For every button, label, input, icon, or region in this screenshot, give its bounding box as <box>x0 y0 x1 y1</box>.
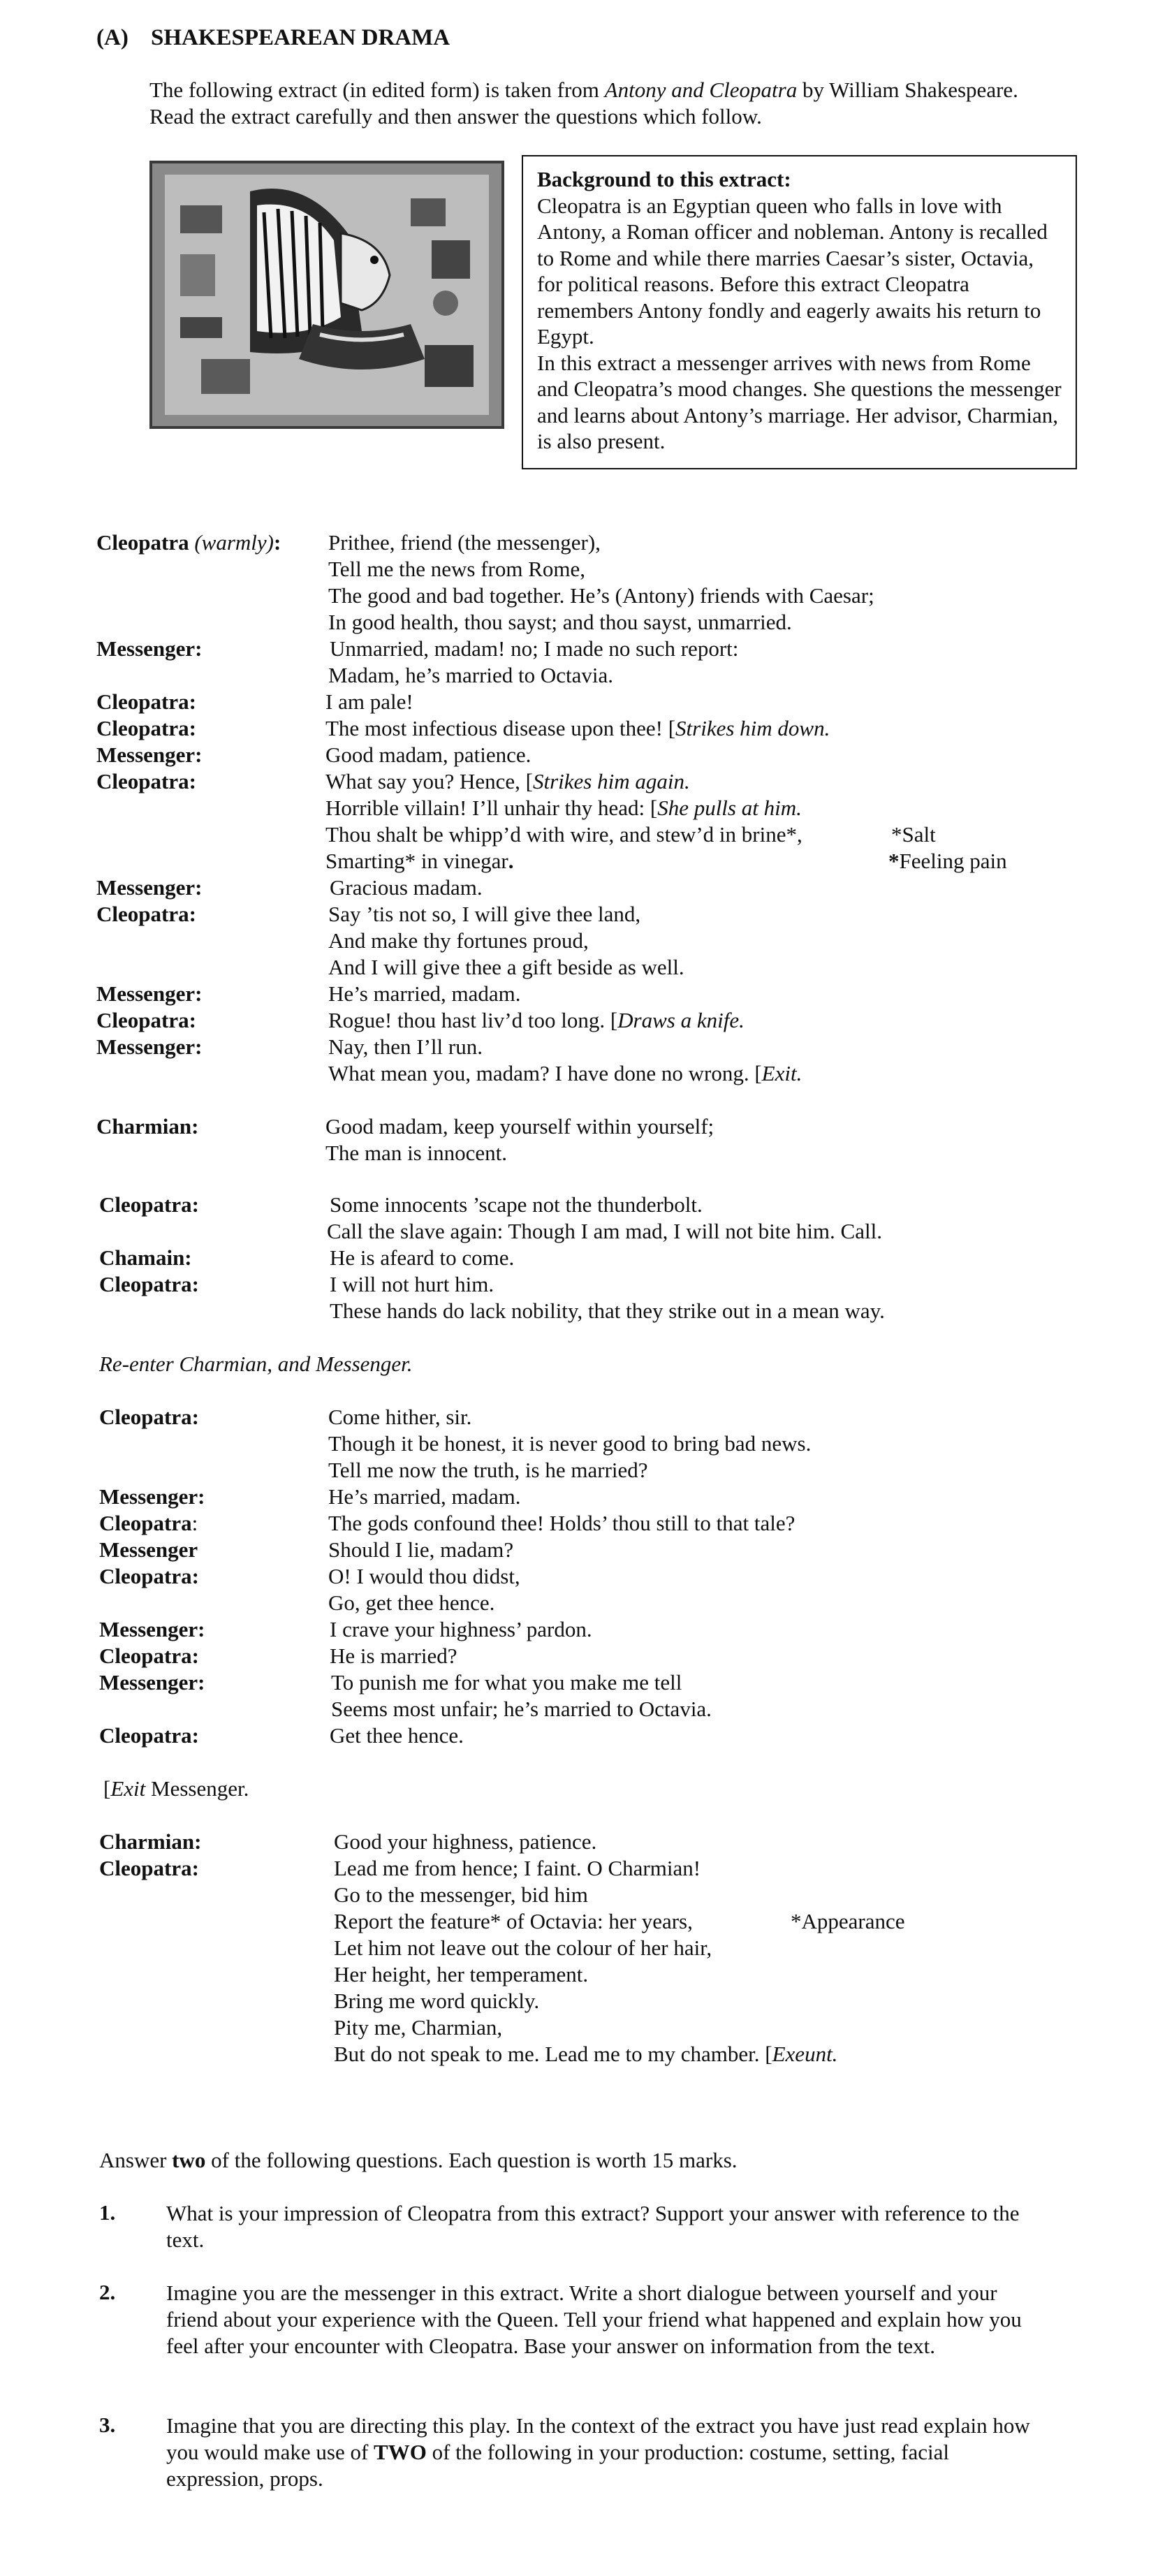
dialogue-line: Come hither, sir. <box>328 1405 472 1429</box>
dialogue-line: Get thee hence. <box>330 1723 464 1748</box>
dialogue-line: The gods confound thee! Holds’ thou still to that tale? <box>328 1511 796 1535</box>
dialogue-line: Gracious madam. <box>330 875 483 900</box>
speaker-label: Cleopatra: <box>96 716 196 740</box>
dialogue-line: Though it be honest, it is never good to bring bad news. <box>328 1431 812 1456</box>
dialogue-line: And I will give thee a gift beside as well. <box>328 955 684 979</box>
speaker-label: Messenger: <box>99 1670 205 1695</box>
speaker-label: Cleopatra: <box>99 1644 199 1668</box>
speaker-label: Cleopatra: <box>96 689 196 714</box>
dialogue-line: Call the slave again: Though I am mad, I will not bite him. Call. <box>327 1219 882 1243</box>
glossary-note: *Salt <box>891 822 936 847</box>
speaker-label: Messenger: <box>99 1484 205 1509</box>
dialogue-line: I am pale! <box>325 689 413 714</box>
dialogue-line: The most infectious disease upon thee! [Strikes him down. <box>325 716 830 740</box>
dialogue-line: Go to the messenger, bid him <box>334 1882 588 1907</box>
stage-direction: Re-enter Charmian, and Messenger. <box>99 1352 413 1376</box>
dialogue-line: And make thy fortunes proud, <box>328 928 589 953</box>
glossary-note: *Feeling pain <box>888 849 1007 873</box>
dialogue-line: Let him not leave out the colour of her hair, <box>334 1935 712 1960</box>
speaker-label: Cleopatra: <box>99 1192 199 1217</box>
dialogue-line: Good madam, keep yourself within yourself; <box>325 1114 714 1139</box>
speaker-label: Messenger: <box>96 981 203 1006</box>
glossary-note: *Appearance <box>791 1909 905 1933</box>
dialogue-line: He is afeard to come. <box>330 1245 515 1270</box>
dialogue-line: Go, get thee hence. <box>328 1590 495 1615</box>
background-paragraph-1: Cleopatra is an Egyptian queen who falls in love with Antony, a Roman officer and nobleman. Antony is recalled to Rome and while there marries Caesar’s sister, Octavia, for political reasons. Before this extract Cleopatra remembers Antony fondly and eagerly awaits his return to Egypt. <box>537 193 1048 349</box>
dialogue-line: I crave your highness’ pardon. <box>330 1617 592 1641</box>
background-title: Background to this extract: <box>537 167 791 191</box>
dialogue-line: He’s married, madam. <box>328 1484 521 1509</box>
dialogue-line: He’s married, madam. <box>328 981 521 1006</box>
speaker-label: Cleopatra: <box>96 902 196 926</box>
dialogue-line: Report the feature* of Octavia: her years, <box>334 1909 693 1933</box>
dialogue-line: Rogue! thou hast liv’d too long. [Draws a knife. <box>328 1008 745 1032</box>
question-text: Imagine that you are directing this play. In the context of the extract you have just read explain how you would make use of TWO of the following in your production: costume, setting, facial expression, props. <box>166 2413 1030 2491</box>
speaker-label: Cleopatra: <box>99 1564 199 1588</box>
speaker-label: Messenger: <box>96 742 203 767</box>
dialogue-line: But do not speak to me. Lead me to my chamber. [Exeunt. <box>334 2042 838 2066</box>
dialogue-line: Tell me now the truth, is he married? <box>328 1458 648 1482</box>
dialogue-line: What say you? Hence, [Strikes him again. <box>325 769 690 793</box>
speaker-label: Cleopatra (warmly): <box>96 530 281 555</box>
speaker-label: Cleopatra: <box>99 1856 199 1880</box>
background-paragraph-2: In this extract a messenger arrives with news from Rome and Cleopatra’s mood changes. She questions the messenger and learns about Antony’s marriage. Her advisor, Charmian, is also present. <box>537 350 1062 453</box>
section-heading <box>96 25 450 51</box>
question-number: 2. <box>99 2280 116 2304</box>
dialogue-line: He is married? <box>330 1644 457 1668</box>
dialogue-line: Tell me the news from Rome, <box>328 557 586 581</box>
speaker-label: Cleopatra: <box>99 1511 198 1535</box>
dialogue-line: Nay, then I’ll run. <box>328 1034 483 1059</box>
dialogue-line: Thou shalt be whipp’d with wire, and stew’d in brine*, <box>325 822 802 847</box>
dialogue-line: O! I would thou didst, <box>328 1564 520 1588</box>
dialogue-line: The good and bad together. He’s (Antony) friends with Caesar; <box>328 583 874 608</box>
dialogue-line: Prithee, friend (the messenger), <box>328 530 601 555</box>
dialogue-line: Good madam, patience. <box>325 742 531 767</box>
speaker-label: Charmian: <box>96 1114 199 1139</box>
dialogue-line: To punish me for what you make me tell <box>331 1670 682 1695</box>
dialogue-line: Say ’tis not so, I will give thee land, <box>328 902 641 926</box>
speaker-label: Cleopatra: <box>99 1405 199 1429</box>
egyptian-queen-icon <box>152 163 501 426</box>
dialogue-line: What mean you, madam? I have done no wrong. [Exit. <box>328 1061 802 1085</box>
question-text: What is your impression of Cleopatra from this extract? Support your answer with reference to the text. <box>166 2201 1020 2252</box>
dialogue-line: Lead me from hence; I faint. O Charmian! <box>334 1856 701 1880</box>
intro-text: The following extract (in edited form) is taken from <box>149 78 605 102</box>
question-text: Imagine you are the messenger in this extract. Write a short dialogue between yourself and your friend about your experience with the Queen. Tell your friend what happened and explain how you feel after your encounter with Cleopatra. Base your answer on information from the text. <box>166 2281 1022 2358</box>
dialogue-line: I will not hurt him. <box>330 1272 494 1296</box>
dialogue-line: Bring me word quickly. <box>334 1989 540 2013</box>
speaker-label: Cleopatra: <box>96 1008 196 1032</box>
speaker-label: Cleopatra: <box>99 1272 199 1296</box>
egyptian-queen-illustration <box>149 161 504 429</box>
dialogue-line: Pity me, Charmian, <box>334 2015 503 2040</box>
speaker-label: Messenger: <box>96 875 203 900</box>
dialogue-line: Her height, her temperament. <box>334 1962 589 1986</box>
dialogue-line: Good your highness, patience. <box>334 1829 597 1854</box>
speaker-label: Cleopatra: <box>96 769 196 793</box>
stage-direction: [Exit Messenger. <box>103 1776 249 1801</box>
dialogue-line: Unmarried, madam! no; I made no such report: <box>330 636 739 661</box>
dialogue-line: Smarting* in vinegar. <box>325 849 514 873</box>
answer-instructions: Answer two of the following questions. Each question is worth 15 marks. <box>99 2148 738 2172</box>
dialogue-line: Madam, he’s married to Octavia. <box>328 663 614 687</box>
speaker-label: Charmian: <box>99 1829 202 1854</box>
speaker-label: Messenger: <box>99 1617 205 1641</box>
intro-paragraph <box>149 77 1057 130</box>
speaker-label: Messenger: <box>96 636 203 661</box>
dialogue-line: Horrible villain! I’ll unhair thy head: [She pulls at him. <box>325 796 802 820</box>
question-number: 3. <box>99 2413 116 2437</box>
speaker-label: Cleopatra: <box>99 1723 199 1748</box>
question-number: 1. <box>99 2200 116 2225</box>
speaker-label: Messenger: <box>96 1034 203 1059</box>
dialogue-line: Seems most unfair; he’s married to Octavia. <box>331 1697 712 1721</box>
play-title: Antony and Cleopatra <box>604 78 798 102</box>
section-letter: (A) <box>96 25 129 50</box>
dialogue-line: These hands do lack nobility, that they strike out in a mean way. <box>330 1298 885 1323</box>
section-title: SHAKESPEAREAN DRAMA <box>151 25 450 50</box>
dialogue-line: In good health, thou sayst; and thou sayst, unmarried. <box>328 610 792 634</box>
dialogue-line: Some innocents ’scape not the thunderbolt. <box>330 1192 703 1217</box>
speaker-label: Messenger <box>99 1537 198 1562</box>
dialogue-line: The man is innocent. <box>325 1141 507 1165</box>
dialogue-line: Should I lie, madam? <box>328 1537 514 1562</box>
speaker-label: Chamain: <box>99 1245 192 1270</box>
background-box <box>522 155 1077 469</box>
intro-text-end: by William Shakespeare. Read the extract carefully and then answer the questions which follow. <box>149 78 1018 129</box>
